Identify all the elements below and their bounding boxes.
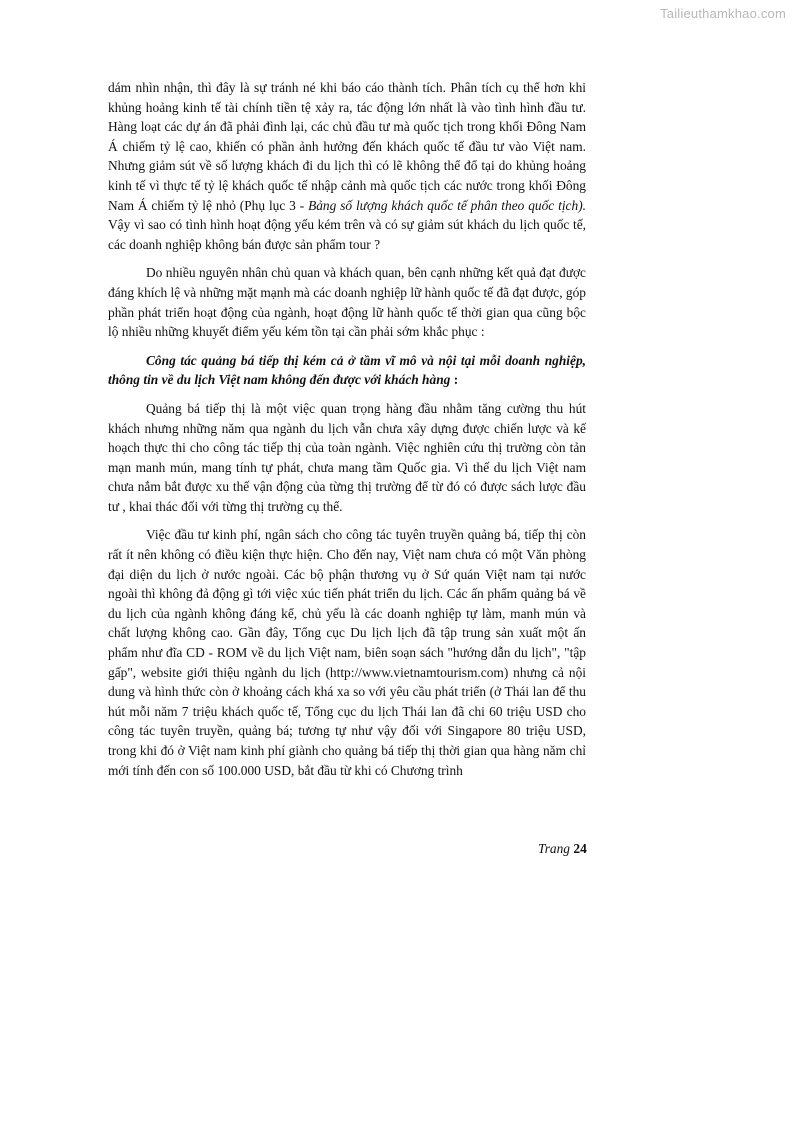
document-body — [108, 78, 586, 780]
paragraph-3: Quảng bá tiếp thị là một việc quan trọng hàng đầu nhằm tăng cường thu hút khách nhưng những năm qua ngành du lịch vẫn chưa xây dựng được chiến lược và kế hoạch thực thi cho công tác tiếp thị của toàn ngành. Việc nghiên cứu thị trường còn tản mạn manh mún, mang tính tự phát, chưa mang tầm Quốc gia. Vì thế du lịch Việt nam chưa nắm bắt được xu thế vận động của từng thị trường để từ đó có được sách lược đầu tư , khai thác đối với từng thị trường cụ thể. — [108, 400, 586, 514]
paragraph-1 — [108, 78, 586, 254]
appendix-reference: Bảng số lượng khách quốc tế phân theo quốc tịch). — [308, 197, 587, 213]
paragraph-4: Việc đầu tư kinh phí, ngân sách cho công tác tuyên truyền quảng bá, tiếp thị còn rất ít nên không có điều kiện thực hiện. Cho đến nay, Việt nam chưa có một Văn phòng đại diện du lịch ở nước ngoài. Các bộ phận thương vụ ở Sứ quán Việt nam tại nước ngoài thì không đả động gì tới việc xúc tiến phát triển du lịch. Các ấn phẩm quảng bá về du lịch của ngành không đáng kể, chủ yếu là các doanh nghiệp tự làm, manh mún và chất lượng không cao. Gần đây, Tổng cục Du lịch lịch đã tập trung sản xuất một ấn phẩm như đĩa CD - ROM về du lịch Việt nam, biên soạn sách "hướng dẫn du lịch", "tập gấp", website giới thiệu ngành du lịch (http://www.vietnamtourism.com) nhưng cả nội dung và hình thức còn ở khoảng cách khá xa so với yêu cầu phát triển (ở Thái lan để thu hút mỗi năm 7 triệu khách quốc tế, Tổng cục du lịch Thái lan đã chi 60 triệu USD cho công tác tuyên truyền, quảng bá; tương tự như vậy đối với Singapore 80 triệu USD, trong khi đó ở Việt nam kinh phí giành cho quảng bá tiếp thị thời gian qua hàng năm chỉ mới tính đến con số 100.000 USD, bắt đầu từ khi có Chương trình — [108, 527, 586, 778]
section-heading-text: Công tác quảng bá tiếp thị kém cả ở tầm vĩ mô và nội tại mỗi doanh nghiệp, thông tin về du lịch Việt nam không đến được với khách hàng — [108, 352, 586, 388]
paragraph-1-end: Vậy vì sao có tình hình hoạt động yếu kém trên và có sự giảm sút khách du lịch quốc tế, các doanh nghiệp không bán được sản phẩm tour ? — [108, 217, 586, 252]
page-number: 24 — [573, 841, 587, 856]
page-label: Trang — [538, 841, 571, 856]
page-footer — [538, 841, 587, 857]
watermark: Tailieuthamkhao.com — [660, 6, 786, 21]
paragraph-2: Do nhiều nguyên nhân chủ quan và khách quan, bên cạnh những kết quả đạt được đáng khích lệ và những mặt mạnh mà các doanh nghiệp lữ hành quốc tế đã đạt được, góp phần phát triển hoạt động của ngành, hoạt động lữ hành quốc tế thời gian qua cũng bộc lộ nhiều những khuyết điểm yếu kém tồn tại cần phải sớm khắc phục : — [108, 265, 586, 340]
paragraph-1-text: dám nhìn nhận, thì đây là sự tránh né khi báo cáo thành tích. Phân tích cụ thể hơn khi khủng hoảng kinh tế tài chính tiền tệ xảy ra, tác động lớn nhất là vào tình hình đầu tư. Hàng loạt các dự án đã phải đình lại, các chủ đầu tư mà quốc tịch trong khối Đông Nam Á chiếm tỷ lệ cao, khiến có phần ảnh hưởng đến khách quốc tế đầu tư vào Việt nam. Nhưng giảm sút về số lượng khách đi du lịch thì có lẽ không thể đổ tại do khủng hoảng kinh tế vì thực tế tỷ lệ khách quốc tế nhập cảnh mà quốc tịch các nước trong khối Đông Nam Á chiếm tỷ lệ nhỏ (Phụ lục 3 - — [108, 80, 586, 213]
section-heading — [108, 351, 586, 390]
section-heading-colon: : — [450, 372, 459, 388]
